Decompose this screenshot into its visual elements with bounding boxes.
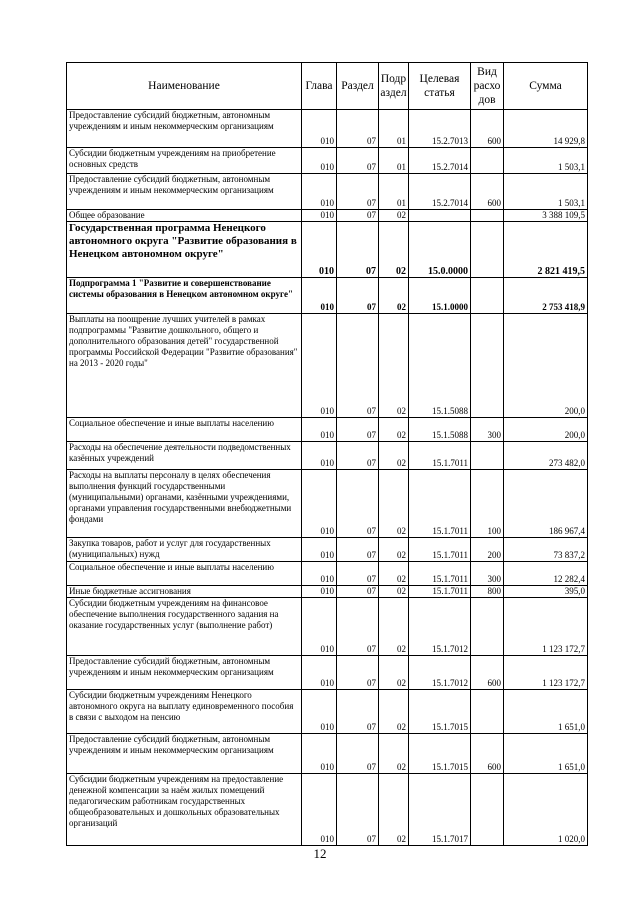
cell-razdel: 07 [337, 210, 379, 222]
cell-vid: 100 [471, 470, 504, 538]
table-row [67, 418, 588, 442]
cell-razdel: 07 [337, 774, 379, 846]
table-row [67, 470, 588, 538]
header-glava: Глава [302, 63, 337, 110]
cell-glava: 010 [302, 210, 337, 222]
cell-target: 15.1.0000 [409, 278, 471, 314]
cell-target: 15.1.7011 [409, 586, 471, 598]
cell-podrazdel: 02 [379, 586, 409, 598]
cell-glava: 010 [302, 314, 337, 418]
cell-razdel: 07 [337, 222, 379, 278]
cell-podrazdel: 02 [379, 314, 409, 418]
cell-target: 15.1.7012 [409, 598, 471, 656]
cell-podrazdel: 02 [379, 418, 409, 442]
table-row [67, 656, 588, 690]
table-row [67, 734, 588, 774]
cell-sum: 1 503,1 [504, 174, 588, 210]
budget-table [66, 62, 588, 846]
cell-target: 15.1.7011 [409, 470, 471, 538]
cell-sum: 1 020,0 [504, 774, 588, 846]
cell-target: 15.1.7015 [409, 690, 471, 734]
cell-glava: 010 [302, 734, 337, 774]
cell-glava: 010 [302, 278, 337, 314]
table-row [67, 538, 588, 562]
table-body [67, 110, 588, 846]
table-row [67, 598, 588, 656]
cell-name: Субсидии бюджетным учреждениям на предоставление денежной компенсации за наём жилых помещений педагогическим работникам государственных общеобразовательных и дошкольных образовательных организаций [67, 774, 302, 846]
cell-sum: 395,0 [504, 586, 588, 598]
cell-vid [471, 598, 504, 656]
cell-podrazdel: 02 [379, 538, 409, 562]
cell-name: Закупка товаров, работ и услуг для государственных (муниципальных) нужд [67, 538, 302, 562]
cell-vid [471, 278, 504, 314]
cell-vid: 600 [471, 656, 504, 690]
cell-podrazdel: 02 [379, 690, 409, 734]
header-target: Целевая статья [409, 63, 471, 110]
cell-sum: 200,0 [504, 418, 588, 442]
cell-razdel: 07 [337, 174, 379, 210]
cell-target: 15.1.7011 [409, 442, 471, 470]
cell-target: 15.2.7014 [409, 148, 471, 174]
cell-glava: 010 [302, 470, 337, 538]
cell-vid [471, 148, 504, 174]
cell-podrazdel: 01 [379, 148, 409, 174]
cell-sum: 73 837,2 [504, 538, 588, 562]
cell-razdel: 07 [337, 734, 379, 774]
cell-glava: 010 [302, 174, 337, 210]
cell-razdel: 07 [337, 598, 379, 656]
cell-target: 15.1.7017 [409, 774, 471, 846]
cell-vid: 300 [471, 418, 504, 442]
cell-name: Социальное обеспечение и иные выплаты населению [67, 418, 302, 442]
cell-glava: 010 [302, 418, 337, 442]
cell-glava: 010 [302, 598, 337, 656]
cell-razdel: 07 [337, 656, 379, 690]
cell-vid: 200 [471, 538, 504, 562]
cell-podrazdel: 02 [379, 734, 409, 774]
cell-sum: 2 753 418,9 [504, 278, 588, 314]
cell-sum: 273 482,0 [504, 442, 588, 470]
cell-name: Выплаты на поощрение лучших учителей в рамках подпрограммы "Развитие дошкольного, общего и дополнительного образования детей" государственной программы Российской Федерации "Развитие образования" на 2013 - 2020 годы" [67, 314, 302, 418]
cell-vid [471, 314, 504, 418]
cell-name: Иные бюджетные ассигнования [67, 586, 302, 598]
cell-glava: 010 [302, 690, 337, 734]
cell-razdel: 07 [337, 538, 379, 562]
cell-podrazdel: 02 [379, 210, 409, 222]
cell-razdel: 07 [337, 148, 379, 174]
cell-target: 15.1.7011 [409, 538, 471, 562]
cell-target [409, 210, 471, 222]
table-row [67, 774, 588, 846]
cell-podrazdel: 02 [379, 442, 409, 470]
cell-name: Субсидии бюджетным учреждениям Ненецкого автономного округа на выплату единовременного пособия в связи с выходом на пенсию [67, 690, 302, 734]
cell-name: Предоставление субсидий бюджетным, автономным учреждениям и иным некоммерческим организациям [67, 656, 302, 690]
cell-glava: 010 [302, 110, 337, 148]
cell-podrazdel: 01 [379, 174, 409, 210]
header-name: Наименование [67, 63, 302, 110]
cell-razdel: 07 [337, 418, 379, 442]
cell-glava: 010 [302, 562, 337, 586]
cell-sum: 1 503,1 [504, 148, 588, 174]
cell-sum: 1 123 172,7 [504, 656, 588, 690]
cell-name: Социальное обеспечение и иные выплаты населению [67, 562, 302, 586]
cell-razdel: 07 [337, 690, 379, 734]
cell-glava: 010 [302, 586, 337, 598]
cell-podrazdel: 02 [379, 278, 409, 314]
header-podrazdel: Подр аздел [379, 63, 409, 110]
cell-name: Подпрограмма 1 "Развитие и совершенствование системы образования в Ненецком автономном округе" [67, 278, 302, 314]
table-row [67, 442, 588, 470]
cell-podrazdel: 02 [379, 470, 409, 538]
header-sum: Сумма [504, 63, 588, 110]
cell-razdel: 07 [337, 442, 379, 470]
table-row [67, 110, 588, 148]
table-row [67, 562, 588, 586]
cell-vid: 800 [471, 586, 504, 598]
table-row [67, 314, 588, 418]
cell-sum: 14 929,8 [504, 110, 588, 148]
cell-target: 15.1.7015 [409, 734, 471, 774]
header-vid: Вид расхо дов [471, 63, 504, 110]
page-number: 12 [313, 846, 327, 861]
table-row [67, 586, 588, 598]
cell-target: 15.1.7011 [409, 562, 471, 586]
table-row [67, 222, 588, 278]
cell-vid: 600 [471, 734, 504, 774]
cell-sum: 1 123 172,7 [504, 598, 588, 656]
cell-target: 15.2.7014 [409, 174, 471, 210]
cell-target: 15.1.5088 [409, 418, 471, 442]
table-row [67, 148, 588, 174]
cell-name: Предоставление субсидий бюджетным, автономным учреждениям и иным некоммерческим организациям [67, 110, 302, 148]
header-razdel: Раздел [337, 63, 379, 110]
cell-glava: 010 [302, 222, 337, 278]
cell-name: Субсидии бюджетным учреждениям на финансовое обеспечение выполнения государственного задания на оказание государственных услуг (выполнение работ) [67, 598, 302, 656]
cell-razdel: 07 [337, 562, 379, 586]
cell-name: Общее образование [67, 210, 302, 222]
cell-name: Расходы на обеспечение деятельности подведомственных казённых учреждений [67, 442, 302, 470]
cell-podrazdel: 02 [379, 222, 409, 278]
cell-razdel: 07 [337, 278, 379, 314]
cell-podrazdel: 02 [379, 562, 409, 586]
cell-glava: 010 [302, 538, 337, 562]
cell-sum: 12 282,4 [504, 562, 588, 586]
cell-target: 15.0.0000 [409, 222, 471, 278]
cell-razdel: 07 [337, 314, 379, 418]
cell-sum: 3 388 109,5 [504, 210, 588, 222]
cell-target: 15.2.7013 [409, 110, 471, 148]
cell-razdel: 07 [337, 586, 379, 598]
cell-podrazdel: 02 [379, 774, 409, 846]
table-row [67, 210, 588, 222]
cell-name: Субсидии бюджетным учреждениям на приобретение основных средств [67, 148, 302, 174]
cell-glava: 010 [302, 774, 337, 846]
cell-glava: 010 [302, 656, 337, 690]
cell-vid: 300 [471, 562, 504, 586]
cell-sum: 1 651,0 [504, 734, 588, 774]
cell-vid [471, 442, 504, 470]
cell-podrazdel: 02 [379, 656, 409, 690]
cell-name: Предоставление субсидий бюджетным, автономным учреждениям и иным некоммерческим организациям [67, 734, 302, 774]
table-row [67, 174, 588, 210]
cell-vid: 600 [471, 110, 504, 148]
cell-name: Предоставление субсидий бюджетным, автономным учреждениям и иным некоммерческим организациям [67, 174, 302, 210]
cell-vid [471, 222, 504, 278]
cell-vid [471, 774, 504, 846]
cell-sum: 1 651,0 [504, 690, 588, 734]
cell-sum: 200,0 [504, 314, 588, 418]
cell-sum: 186 967,4 [504, 470, 588, 538]
cell-vid [471, 690, 504, 734]
cell-glava: 010 [302, 442, 337, 470]
cell-glava: 010 [302, 148, 337, 174]
table-row [67, 278, 588, 314]
table-row [67, 690, 588, 734]
cell-razdel: 07 [337, 470, 379, 538]
cell-sum: 2 821 419,5 [504, 222, 588, 278]
cell-target: 15.1.5088 [409, 314, 471, 418]
table-header-row [67, 63, 588, 110]
cell-name: Государственная программа Ненецкого автономного округа "Развитие образования в Ненецком автономном округе" [67, 222, 302, 278]
cell-podrazdel: 02 [379, 598, 409, 656]
cell-vid [471, 210, 504, 222]
cell-podrazdel: 01 [379, 110, 409, 148]
cell-razdel: 07 [337, 110, 379, 148]
cell-name: Расходы на выплаты персоналу в целях обеспечения выполнения функций государственными (муниципальными) органами, казёнными учреждениями, органами управления государственными внебюджетными фондами [67, 470, 302, 538]
cell-target: 15.1.7012 [409, 656, 471, 690]
cell-vid: 600 [471, 174, 504, 210]
